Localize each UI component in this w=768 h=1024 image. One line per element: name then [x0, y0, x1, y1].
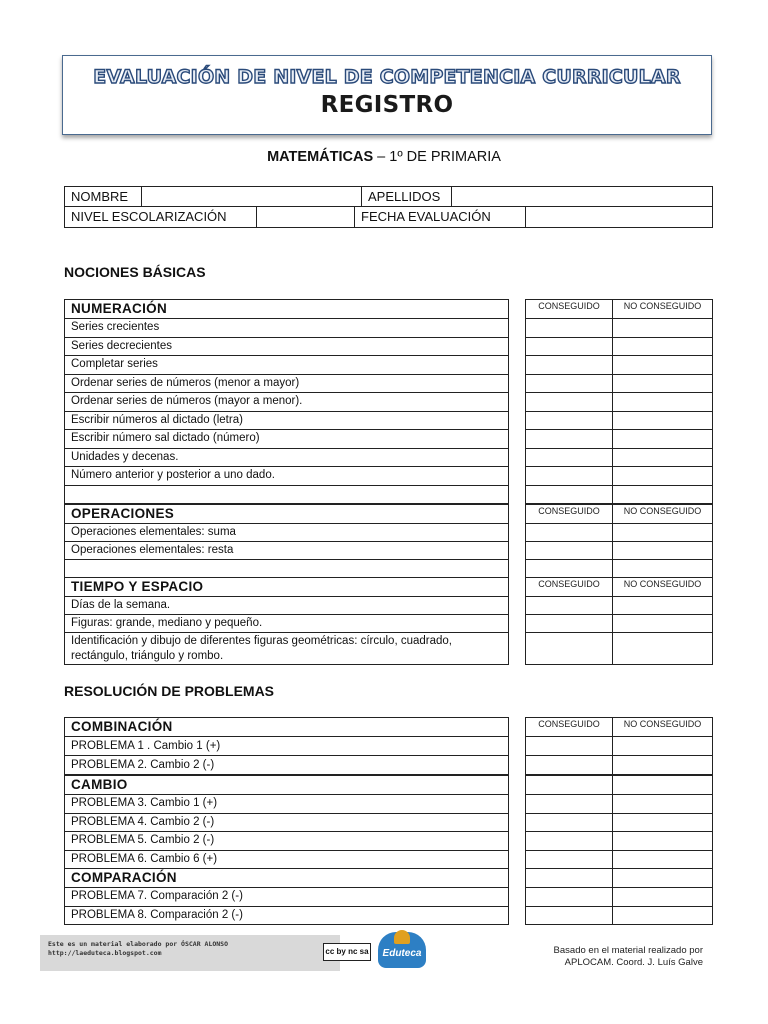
no-conseguido-checkbox[interactable] [612, 429, 713, 449]
no-conseguido-checkbox[interactable] [612, 355, 713, 375]
conseguido-checkbox[interactable] [525, 614, 613, 633]
conseguido-checkbox[interactable] [525, 755, 613, 775]
no-conseguido-header: NO CONSEGUIDO [612, 299, 713, 319]
table-row: Ordenar series de números (mayor a menor). [64, 392, 509, 412]
heading-operaciones: OPERACIONES [64, 504, 509, 524]
no-conseguido-checkbox[interactable] [612, 813, 713, 833]
table-row: Unidades y decenas. [64, 448, 509, 468]
no-conseguido-checkbox[interactable] [612, 541, 713, 560]
conseguido-checkbox[interactable] [525, 813, 613, 833]
heading-tiempo-espacio: TIEMPO Y ESPACIO [64, 577, 509, 597]
conseguido-checkbox[interactable] [525, 337, 613, 357]
no-conseguido-checkbox[interactable] [612, 337, 713, 357]
no-conseguido-checkbox[interactable] [612, 850, 713, 870]
conseguido-checkbox[interactable] [525, 596, 613, 615]
no-conseguido-checkbox[interactable] [612, 559, 713, 578]
nivel-label: NIVEL ESCOLARIZACIÓN [64, 206, 257, 228]
footer-credit-line2: APLOCAM. Coord. J. Luís Galve [564, 957, 703, 968]
heading-numeracion: NUMERACIÓN [64, 299, 509, 319]
no-conseguido-checkbox[interactable] [612, 755, 713, 775]
subject-line [0, 149, 768, 165]
conseguido-checkbox[interactable] [525, 411, 613, 431]
conseguido-header: CONSEGUIDO [525, 299, 613, 319]
table-row: Escribir número sal dictado (número) [64, 429, 509, 449]
conseguido-checkbox[interactable] [525, 429, 613, 449]
nombre-field[interactable] [141, 186, 362, 207]
conseguido-checkbox[interactable] [525, 632, 613, 665]
table-row: Escribir números al dictado (letra) [64, 411, 509, 431]
conseguido-checkbox[interactable] [525, 850, 613, 870]
no-conseguido-checkbox[interactable] [612, 523, 713, 542]
conseguido-checkbox[interactable] [525, 355, 613, 375]
table-row: PROBLEMA 8. Comparación 2 (-) [64, 906, 509, 926]
table-row: Número anterior y posterior a uno dado. [64, 466, 509, 486]
no-conseguido-checkbox[interactable] [612, 392, 713, 412]
heading-combinacion: COMBINACIÓN [64, 717, 509, 737]
conseguido-checkbox[interactable] [525, 318, 613, 338]
footer-credit-line1: Basado en el material realizado por [553, 945, 703, 956]
table-row: PROBLEMA 4. Cambio 2 (-) [64, 813, 509, 833]
conseguido-checkbox[interactable] [525, 831, 613, 851]
conseguido-checkbox[interactable] [525, 374, 613, 394]
section-title-problemas: RESOLUCIÓN DE PROBLEMAS [64, 683, 275, 699]
table-row: PROBLEMA 7. Comparación 2 (-) [64, 887, 509, 907]
apellidos-label: APELLIDOS [361, 186, 452, 207]
heading-cambio: CAMBIO [64, 775, 509, 795]
no-conseguido-checkbox[interactable] [612, 775, 713, 795]
table-row: Operaciones elementales: suma [64, 523, 509, 542]
conseguido-checkbox[interactable] [525, 523, 613, 542]
apellidos-field[interactable] [451, 186, 713, 207]
fecha-field[interactable] [525, 206, 713, 228]
table-row: Series crecientes [64, 318, 509, 338]
no-conseguido-checkbox[interactable] [612, 831, 713, 851]
conseguido-checkbox[interactable] [525, 736, 613, 756]
no-conseguido-checkbox[interactable] [612, 318, 713, 338]
conseguido-checkbox[interactable] [525, 775, 613, 795]
footer-author-line: Este es un material elaborado por ÓSCAR ALONSO [48, 940, 229, 948]
conseguido-checkbox[interactable] [525, 448, 613, 468]
table-row: Figuras: grande, mediano y pequeño. [64, 614, 509, 633]
no-conseguido-checkbox[interactable] [612, 411, 713, 431]
document-subtitle: REGISTRO [320, 92, 454, 118]
conseguido-checkbox[interactable] [525, 485, 613, 505]
table-row: Días de la semana. [64, 596, 509, 615]
no-conseguido-checkbox[interactable] [612, 887, 713, 907]
no-conseguido-checkbox[interactable] [612, 614, 713, 633]
conseguido-checkbox[interactable] [525, 392, 613, 412]
conseguido-checkbox[interactable] [525, 887, 613, 907]
conseguido-checkbox[interactable] [525, 541, 613, 560]
subject-separator: – [373, 149, 390, 165]
no-conseguido-checkbox[interactable] [612, 596, 713, 615]
table-row: PROBLEMA 6. Cambio 6 (+) [64, 850, 509, 870]
no-conseguido-checkbox[interactable] [612, 794, 713, 814]
no-conseguido-checkbox[interactable] [612, 448, 713, 468]
nombre-label: NOMBRE [64, 186, 142, 207]
no-conseguido-checkbox[interactable] [612, 736, 713, 756]
no-conseguido-checkbox[interactable] [612, 374, 713, 394]
footer-credit [500, 945, 703, 969]
heading-comparacion: COMPARACIÓN [64, 868, 509, 888]
document-title: EVALUACIÓN DE NIVEL DE COMPETENCIA CURRICULAR [93, 66, 681, 88]
table-row: Completar series [64, 355, 509, 375]
no-conseguido-checkbox[interactable] [612, 868, 713, 888]
no-conseguido-header: NO CONSEGUIDO [612, 577, 713, 597]
nivel-field[interactable] [256, 206, 355, 228]
conseguido-checkbox[interactable] [525, 906, 613, 926]
table-row [64, 485, 509, 505]
table-row: Operaciones elementales: resta [64, 541, 509, 560]
table-row: Series decrecientes [64, 337, 509, 357]
conseguido-checkbox[interactable] [525, 868, 613, 888]
no-conseguido-checkbox[interactable] [612, 485, 713, 505]
eduteca-logo: Eduteca [378, 932, 426, 968]
fecha-label: FECHA EVALUACIÓN [354, 206, 526, 228]
no-conseguido-checkbox[interactable] [612, 906, 713, 926]
conseguido-checkbox[interactable] [525, 559, 613, 578]
footer-blog-link[interactable]: http://laeduteca.blogspot.com [48, 949, 162, 957]
table-row: Identificación y dibujo de diferentes figuras geométricas: círculo, cuadrado, rectángulo, triángulo y rombo. [64, 632, 509, 665]
creative-commons-badge: cc by nc sa [323, 943, 371, 961]
section-title-nociones: NOCIONES BÁSICAS [64, 264, 206, 280]
conseguido-header: CONSEGUIDO [525, 717, 613, 737]
subject-name: MATEMÁTICAS [267, 149, 374, 165]
no-conseguido-header: NO CONSEGUIDO [612, 504, 713, 524]
conseguido-checkbox[interactable] [525, 794, 613, 814]
table-row: PROBLEMA 3. Cambio 1 (+) [64, 794, 509, 814]
table-row: PROBLEMA 2. Cambio 2 (-) [64, 755, 509, 775]
table-row [64, 559, 509, 578]
no-conseguido-checkbox[interactable] [612, 632, 713, 665]
no-conseguido-checkbox[interactable] [612, 466, 713, 486]
conseguido-header: CONSEGUIDO [525, 504, 613, 524]
conseguido-header: CONSEGUIDO [525, 577, 613, 597]
no-conseguido-header: NO CONSEGUIDO [612, 717, 713, 737]
table-row: PROBLEMA 1 . Cambio 1 (+) [64, 736, 509, 756]
subject-level: 1º DE PRIMARIA [389, 149, 501, 165]
footer-author-text [48, 940, 228, 958]
table-row: PROBLEMA 5. Cambio 2 (-) [64, 831, 509, 851]
conseguido-checkbox[interactable] [525, 466, 613, 486]
table-row: Ordenar series de números (menor a mayor) [64, 374, 509, 394]
